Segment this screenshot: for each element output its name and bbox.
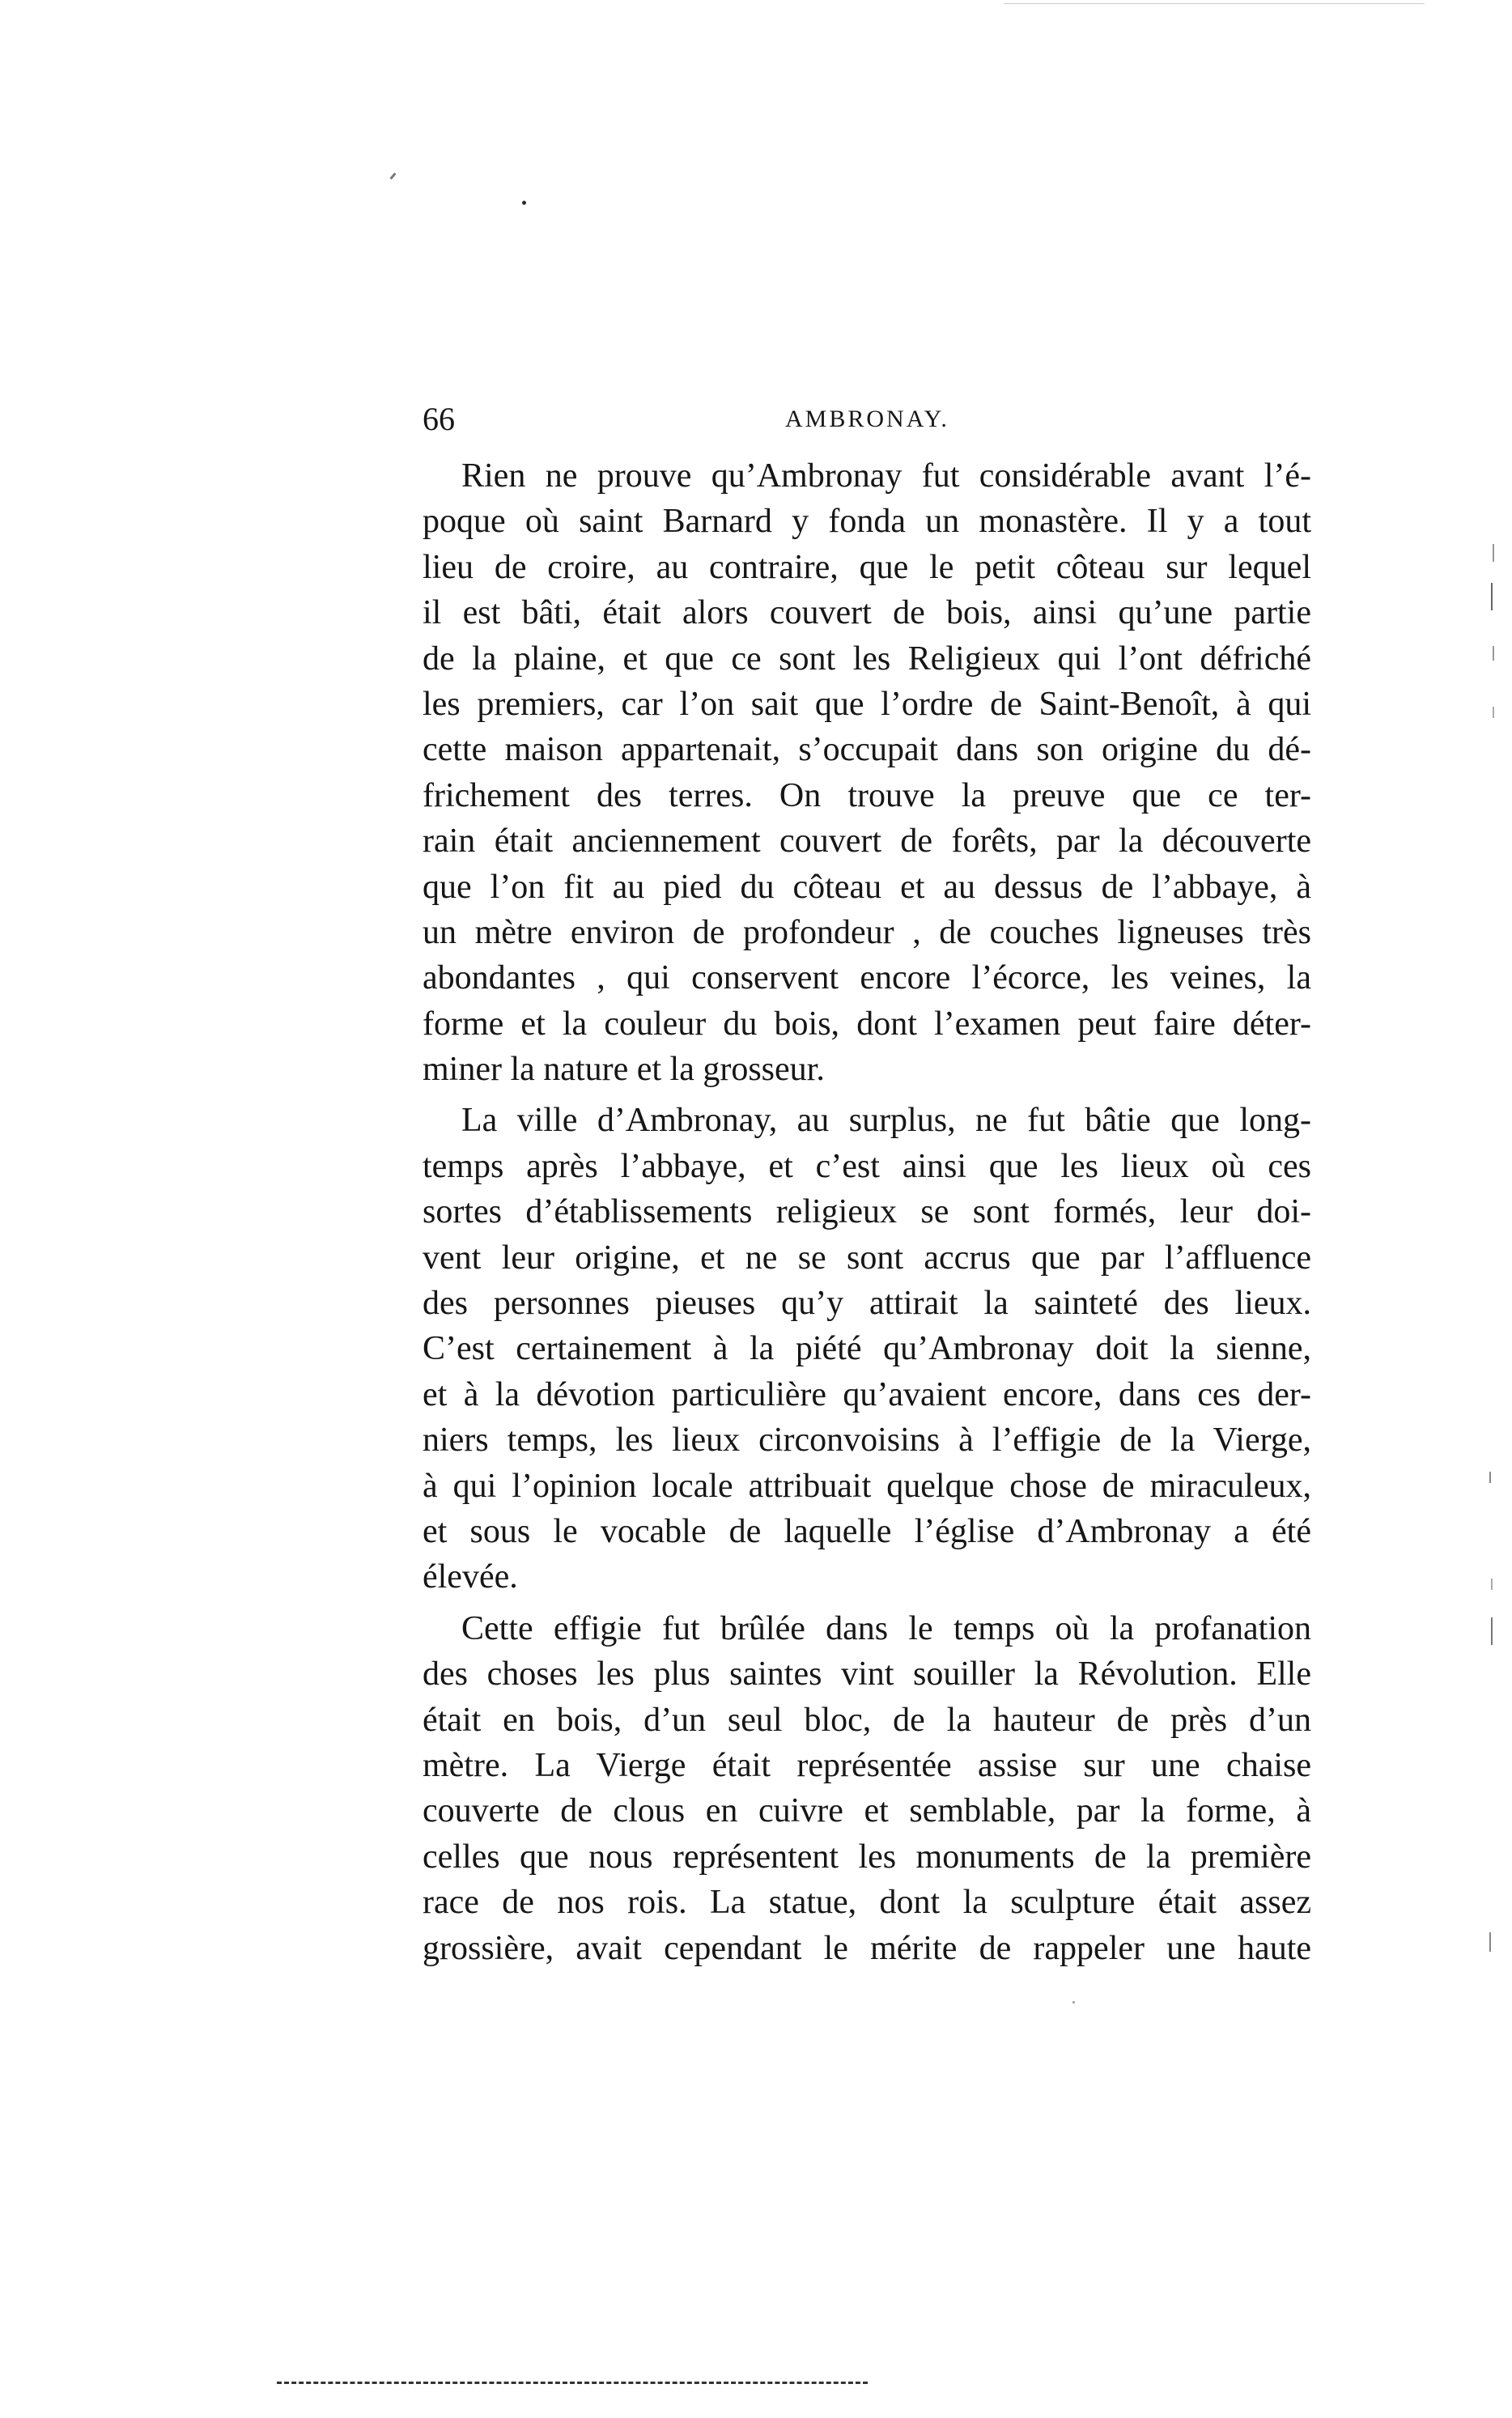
scan-speck	[1489, 1472, 1491, 1483]
scan-speck	[1491, 583, 1493, 610]
text-line: couverte de clous en cuivre et semblable, par la forme, à	[423, 1792, 1311, 1830]
bottom-rule	[277, 2382, 868, 2384]
page-header	[423, 395, 1313, 444]
scan-speck	[1493, 707, 1494, 718]
text-line: Rien ne prouve qu’Ambronay fut considérable avant l’é-	[461, 457, 1311, 495]
scan-speck	[1491, 1617, 1493, 1645]
scan-speck	[1491, 1579, 1493, 1590]
text-line: grossière, avait cependant le mérite de rappeler une haute	[423, 1929, 1311, 1967]
text-line: C’est certainement à la piété qu’Ambronay doit la sienne,	[423, 1330, 1311, 1368]
text-line: vent leur origine, et ne se sont accrus que par l’affluence	[423, 1239, 1311, 1277]
text-line: niers temps, les lieux circonvoisins à l’effigie de la Vierge,	[423, 1421, 1311, 1460]
scan-speck	[1489, 1932, 1491, 1952]
text-line: était en bois, d’un seul bloc, de la hauteur de près d’un	[423, 1701, 1311, 1739]
text-line: miner la nature et la grosseur.	[423, 1051, 825, 1089]
text-line: rain était anciennement couvert de forêts, par la découverte	[423, 822, 1311, 861]
text-line: poque où saint Barnard y fonda un monastère. Il y a tout	[423, 503, 1311, 541]
text-line: à qui l’opinion locale attribuait quelque chose de miraculeux,	[423, 1467, 1311, 1505]
text-line: La ville d’Ambronay, au surplus, ne fut bâtie que long-	[461, 1102, 1311, 1140]
text-line: lieu de croire, au contraire, que le petit côteau sur lequel	[423, 548, 1311, 586]
scan-speck	[1493, 646, 1494, 661]
scan-speck	[1072, 2001, 1075, 2004]
text-line: forme et la couleur du bois, dont l’examen peut faire déter-	[423, 1005, 1311, 1043]
text-line: et sous le vocable de laquelle l’église d’Ambronay a été	[423, 1512, 1311, 1550]
text-line: de la plaine, et que ce sont les Religieux qui l’ont défriché	[423, 640, 1311, 678]
text-line: sortes d’établissements religieux se sont formés, leur doi-	[423, 1193, 1311, 1231]
body-text	[423, 453, 1311, 1977]
text-line: Cette effigie fut brûlée dans le temps où la profanation	[461, 1609, 1311, 1647]
text-line: il est bâti, était alors couvert de bois, ainsi qu’une partie	[423, 594, 1311, 632]
paragraph-1	[423, 453, 1311, 1092]
text-line: abondantes , qui conservent encore l’écorce, les veines, la	[423, 959, 1311, 997]
text-line: frichement des terres. On trouve la preuve que ce ter-	[423, 776, 1311, 814]
text-line: des personnes pieuses qu’y attirait la sainteté des lieux.	[423, 1285, 1311, 1323]
text-line: cette maison appartenait, s’occupait dans son origine du dé-	[423, 731, 1311, 769]
scan-speck	[389, 172, 396, 180]
running-head: AMBRONAY.	[785, 406, 949, 432]
page-number: 66	[423, 401, 455, 437]
text-line: élevée.	[423, 1558, 518, 1596]
paragraph-2	[423, 1098, 1311, 1600]
scan-speck	[522, 201, 526, 205]
text-line: des choses les plus saintes vint souiller la Révolution. Elle	[423, 1655, 1311, 1693]
paragraph-3	[423, 1606, 1311, 1971]
text-line: et à la dévotion particulière qu’avaient encore, dans ces der-	[423, 1375, 1311, 1413]
scan-speck	[1004, 3, 1425, 4]
scan-speck	[1493, 544, 1494, 562]
text-line: mètre. La Vierge était représentée assise sur une chaise	[423, 1746, 1311, 1784]
text-line: celles que nous représentent les monuments de la première	[423, 1838, 1311, 1876]
text-line: que l’on fit au pied du côteau et au dessus de l’abbaye, à	[423, 868, 1311, 906]
text-line: les premiers, car l’on sait que l’ordre de Saint-Benoît, à qui	[423, 685, 1311, 723]
text-line: temps après l’abbaye, et c’est ainsi que les lieux où ces	[423, 1147, 1311, 1185]
text-line: race de nos rois. La statue, dont la sculpture était assez	[423, 1884, 1311, 1922]
text-line: un mètre environ de profondeur , de couches ligneuses très	[423, 913, 1311, 951]
